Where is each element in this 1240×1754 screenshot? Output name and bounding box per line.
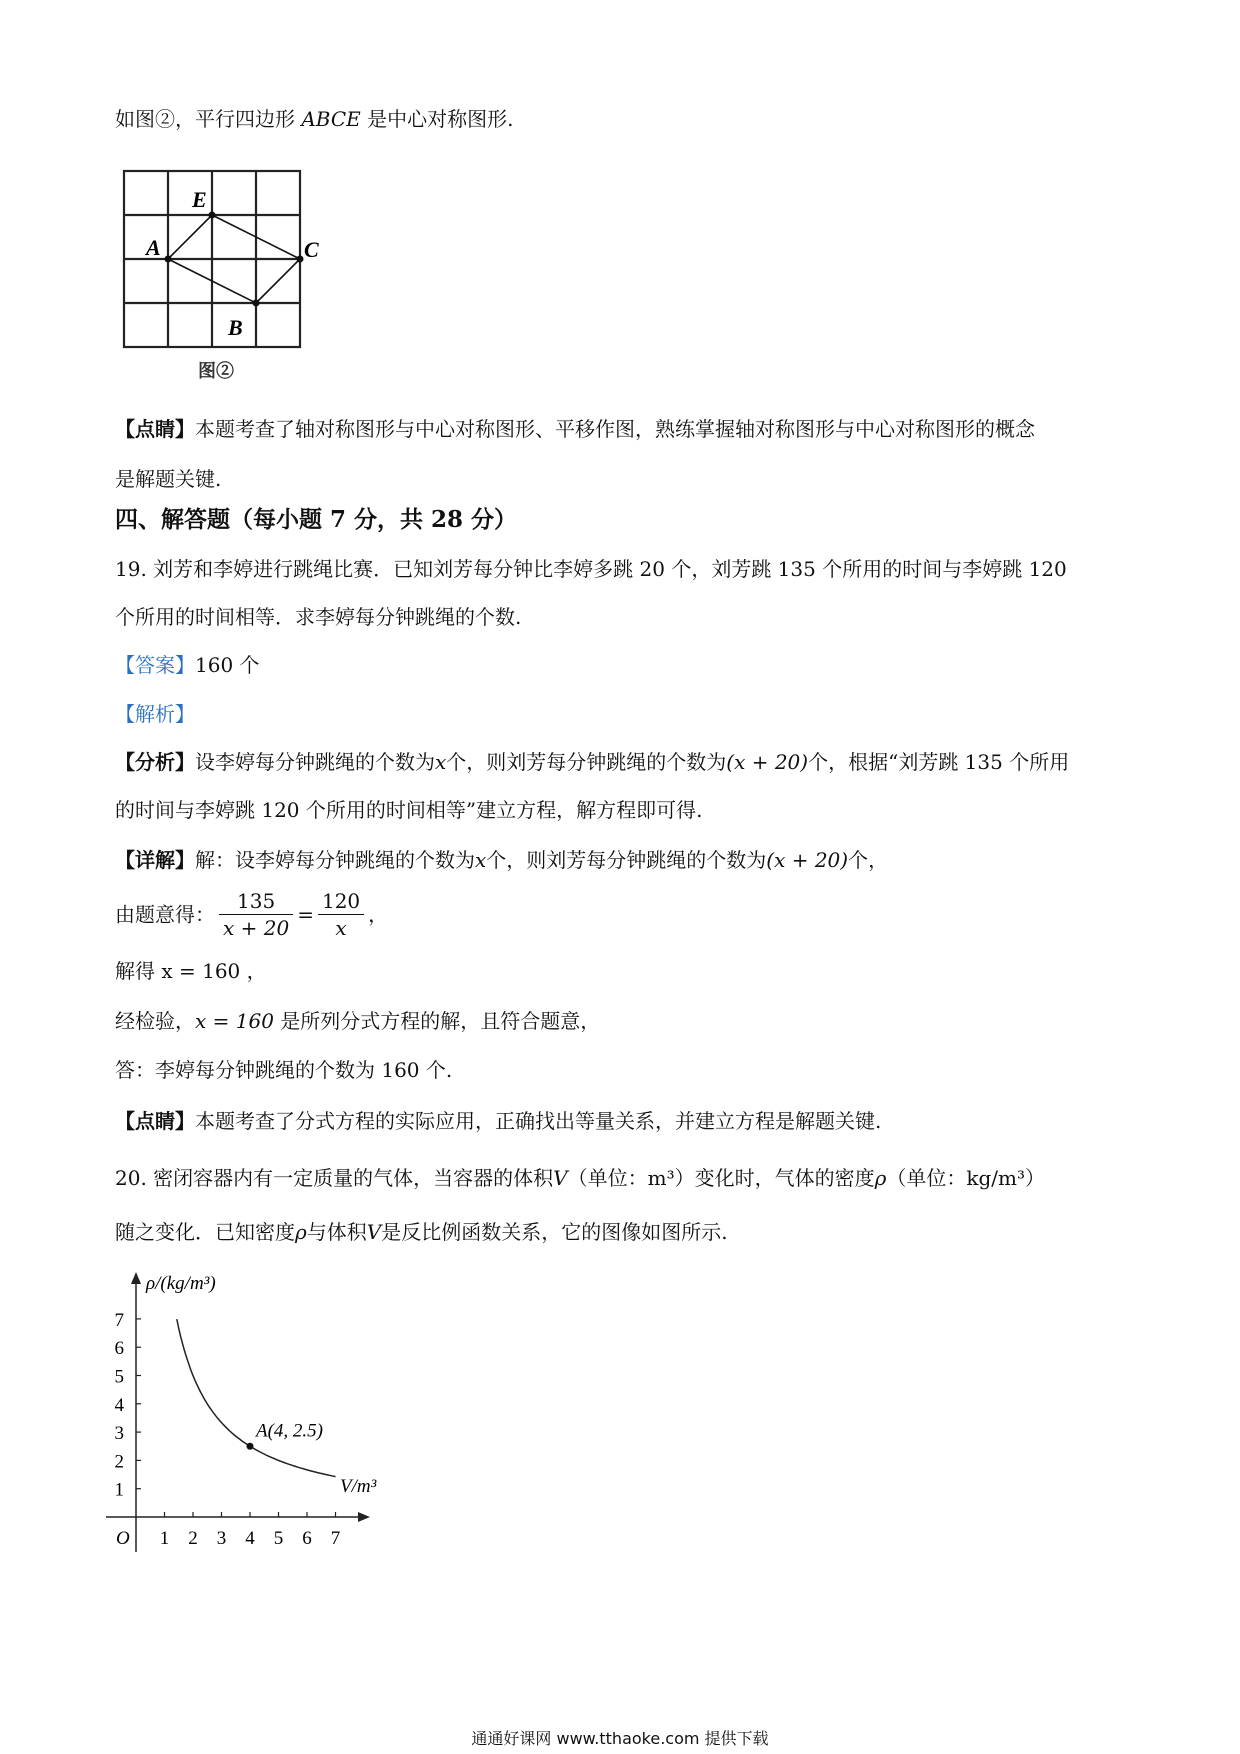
fraction-right: $\frac{120}{x}$ (318, 888, 364, 941)
abce-label: ABCE (301, 107, 361, 131)
section-4-heading: 四、解答题（每小题 7 分，共 28 分） (115, 506, 518, 533)
inverse-proportion-curve (177, 1319, 336, 1477)
point-a (247, 1443, 254, 1450)
q19-solve: 解得 x = 160 ， (115, 959, 267, 983)
x-tick-label: 7 (330, 1528, 341, 1549)
figure-caption: 图② (198, 361, 234, 381)
x-tick-label: 2 (188, 1528, 198, 1549)
q19-fenxi-line1: 【分析】设李婷每分钟跳绳的个数为x个，则刘芳每分钟跳绳的个数为(x + 20)个，根据“刘芳跳 135 个所用 (115, 750, 1070, 774)
q19-check: 经检验，x = 160 是所列分式方程的解，且符合题意， (115, 1009, 601, 1033)
q20-line1: 20. 密闭容器内有一定质量的气体，当容器的体积V（单位：m³）变化时，气体的密度ρ（单位：kg/m³） (115, 1166, 1046, 1190)
y-tick-label: 4 (114, 1394, 124, 1416)
y-tick-label: 3 (114, 1423, 124, 1445)
footer: 通通好课网 www.tthaoke.com 提供下载 (471, 1729, 769, 1748)
density-volume-chart (100, 1262, 460, 1572)
origin-label: O (116, 1528, 130, 1549)
label-b: B (228, 315, 243, 340)
label-c: C (304, 237, 319, 262)
fraction-left: $\frac{135}{x + 20}$ (219, 888, 293, 941)
x-tick-label: 5 (273, 1528, 284, 1549)
x-axis-label: V/m³ (340, 1476, 377, 1497)
y-tick-label: 7 (114, 1309, 124, 1331)
dianjing-18-line2: 是解题关键. (115, 467, 222, 491)
point-a-label: A(4, 2.5) (256, 1420, 324, 1442)
x-tick-label: 4 (245, 1528, 255, 1549)
q19-analysis-tag: 【解析】 (115, 702, 195, 726)
label-a: A (146, 235, 161, 260)
q19-dianjing: 【点睛】本题考查了分式方程的实际应用，正确找出等量关系，并建立方程是解题关键. (115, 1109, 882, 1133)
x-tick-label: 1 (159, 1528, 170, 1549)
q19-answer-line: 答：李婷每分钟跳绳的个数为 160 个. (115, 1058, 453, 1082)
dianjing-18-line1: 【点睛】本题考查了轴对称图形与中心对称图形、平移作图，熟练掌握轴对称图形与中心对称图形的概念 (115, 417, 1035, 441)
q19-xiangjie-line1: 【详解】解：设李婷每分钟跳绳的个数为x个，则刘芳每分钟跳绳的个数为(x + 20)个， (115, 848, 889, 872)
y-tick-label: 1 (114, 1479, 124, 1501)
x-tick-label: 6 (302, 1528, 312, 1549)
q19-fenxi-line2: 的时间与李婷跳 120 个所用的时间相等”建立方程，解方程即可得. (115, 798, 703, 822)
q19-answer: 【答案】160 个 (115, 653, 260, 677)
intro-line: 如图②，平行四边形 ABCE 是中心对称图形. (115, 107, 514, 131)
label-e: E (192, 187, 207, 212)
y-axis-arrow (131, 1272, 141, 1284)
q20-line2: 随之变化．已知密度ρ与体积V是反比例函数关系，它的图像如图所示. (115, 1220, 728, 1244)
q19-line1: 19. 刘芳和李婷进行跳绳比赛．已知刘芳每分钟比李婷多跳 20 个，刘芳跳 135 个所用的时间与李婷跳 120 (115, 557, 1067, 581)
x-tick-label: 3 (216, 1528, 227, 1549)
x-axis-arrow (358, 1512, 370, 1522)
y-tick-label: 2 (114, 1451, 124, 1473)
y-tick-label: 6 (114, 1338, 124, 1360)
q19-line2: 个所用的时间相等．求李婷每分钟跳绳的个数. (115, 605, 522, 629)
y-tick-label: 5 (114, 1366, 124, 1388)
y-axis-label: ρ/(kg/m³) (146, 1273, 216, 1294)
figure-2-grid (110, 165, 320, 390)
q19-equation: 由题意得： $\frac{135}{x + 20}$ = $\frac{120}{x}$ ， (115, 889, 389, 940)
